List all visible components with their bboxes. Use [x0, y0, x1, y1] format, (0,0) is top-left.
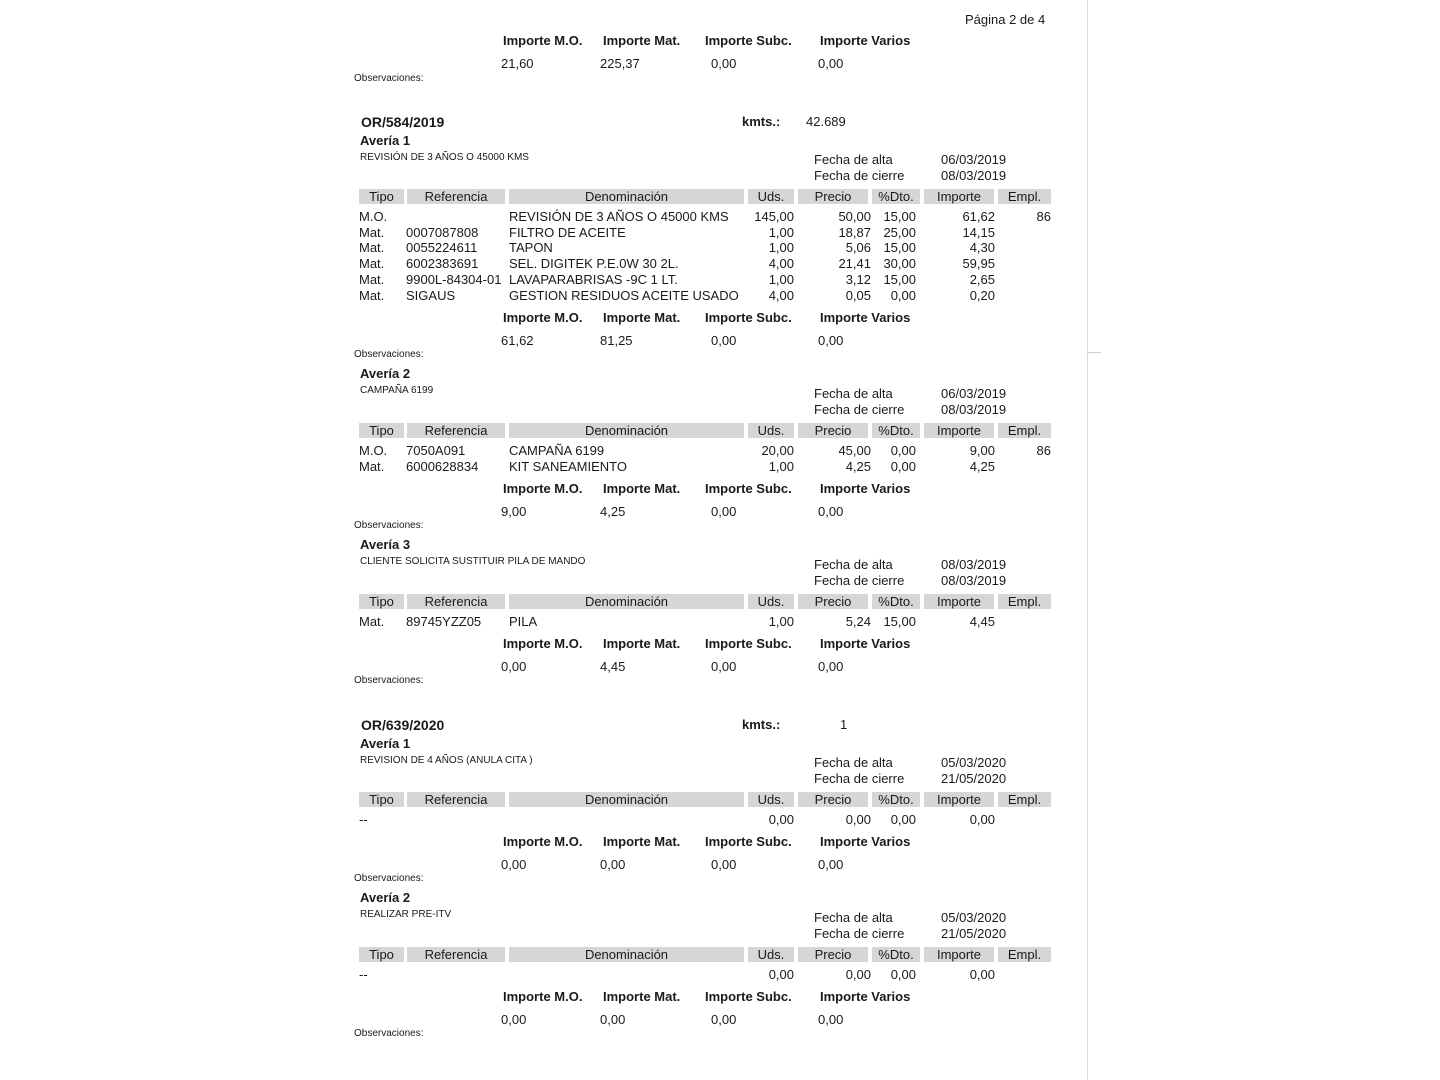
cell-tipo: -- [359, 812, 368, 827]
column-header-denominacion: Denominación [509, 594, 744, 609]
cell-importe: 4,30 [969, 240, 995, 256]
cell-uds: 1,00 [768, 271, 794, 287]
cell-precio: 45,00 [838, 443, 871, 458]
cell-importe: 2,65 [969, 271, 995, 287]
summary-value-subc: 0,00 [711, 56, 737, 71]
cell-importe: 0,00 [969, 812, 995, 827]
cell-denominacion: SEL. DIGITEK P.E.0W 30 2L. [509, 256, 679, 272]
fecha-alta-value: 08/03/2019 [941, 557, 1007, 572]
cell-dto: 0,00 [890, 967, 916, 982]
cell-denominacion: GESTION RESIDUOS ACEITE USADO [509, 287, 739, 303]
cell-dto: 15,00 [883, 271, 916, 287]
cell-importe: 59,95 [962, 256, 995, 272]
averia-description: CAMPAÑA 6199 [360, 385, 434, 396]
column-header-uds: Uds. [748, 423, 794, 438]
summary-value-mat: 4,25 [600, 504, 626, 519]
column-header-referencia: Referencia [407, 189, 505, 204]
summary-header-mo: Importe M.O. [503, 481, 583, 496]
averia-title: Avería 1 [360, 133, 411, 148]
cell-uds: 0,00 [768, 967, 794, 982]
column-header-importe: Importe [924, 594, 994, 609]
cell-dto: 15,00 [883, 209, 916, 224]
cell-dto: 25,00 [883, 224, 916, 240]
averia-description: REALIZAR PRE-ITV [360, 909, 452, 920]
column-header-importe: Importe [924, 947, 994, 962]
averia-description: CLIENTE SOLICITA SUSTITUIR PILA DE MANDO [360, 556, 586, 567]
cell-referencia: SIGAUS [406, 287, 456, 303]
cell-uds: 1,00 [768, 240, 794, 256]
cell-referencia: 7050A091 [406, 443, 466, 458]
page-edge-mark [1087, 352, 1101, 353]
cell-uds: 1,00 [768, 614, 794, 629]
cell-precio: 0,00 [845, 967, 871, 982]
summary-header-mo: Importe M.O. [503, 310, 583, 325]
summary-header-subc: Importe Subc. [705, 636, 792, 651]
summary-value-mo: 0,00 [501, 857, 527, 872]
fecha-alta-value: 06/03/2019 [941, 152, 1007, 167]
column-header-importe: Importe [924, 189, 994, 204]
observaciones-label: Observaciones: [354, 349, 424, 360]
fecha-cierre-label: Fecha de cierre [814, 771, 905, 786]
cell-importe: 0,20 [969, 287, 995, 303]
cell-importe: 0,00 [969, 967, 995, 982]
cell-tipo: Mat. [359, 240, 385, 256]
observaciones-label: Observaciones: [354, 1028, 424, 1039]
summary-value-varios: 0,00 [818, 659, 844, 674]
cell-precio: 5,06 [845, 240, 871, 256]
cell-referencia: 6000628834 [406, 458, 479, 474]
summary-value-subc: 0,00 [711, 333, 737, 348]
column-header-referencia: Referencia [407, 594, 505, 609]
cell-precio: 18,87 [838, 224, 871, 240]
column-header-referencia: Referencia [407, 947, 505, 962]
cell-denominacion: KIT SANEAMIENTO [509, 458, 627, 474]
averia-title: Avería 2 [360, 366, 411, 381]
column-header-referencia: Referencia [407, 792, 505, 807]
summary-header-subc: Importe Subc. [705, 33, 792, 48]
fecha-cierre-value: 21/05/2020 [941, 926, 1007, 941]
column-header-empl: Empl. [998, 594, 1051, 609]
summary-header-mo: Importe M.O. [503, 989, 583, 1004]
summary-header-mat: Importe Mat. [603, 834, 681, 849]
column-header-uds: Uds. [748, 947, 794, 962]
cell-uds: 20,00 [761, 443, 794, 458]
cell-precio: 0,05 [845, 287, 871, 303]
cell-tipo: Mat. [359, 224, 385, 240]
observaciones-label: Observaciones: [354, 675, 424, 686]
column-header-precio: Precio [798, 594, 868, 609]
page-edge [1087, 0, 1088, 1080]
kmts-value: 42.689 [806, 114, 846, 129]
column-header-denominacion: Denominación [509, 947, 744, 962]
fecha-alta-label: Fecha de alta [814, 152, 893, 167]
column-header-uds: Uds. [748, 594, 794, 609]
summary-value-subc: 0,00 [711, 1012, 737, 1027]
cell-uds: 0,00 [768, 812, 794, 827]
summary-value-varios: 0,00 [818, 857, 844, 872]
cell-tipo: Mat. [359, 256, 385, 272]
kmts-value: 1 [840, 717, 848, 732]
fecha-alta-label: Fecha de alta [814, 386, 893, 401]
cell-denominacion: LAVAPARABRISAS -9C 1 LT. [509, 271, 678, 287]
column-header-precio: Precio [798, 792, 868, 807]
fecha-alta-value: 06/03/2019 [941, 386, 1007, 401]
summary-header-varios: Importe Varios [820, 834, 911, 849]
fecha-alta-label: Fecha de alta [814, 755, 893, 770]
column-header-importe: Importe [924, 792, 994, 807]
fecha-cierre-value: 08/03/2019 [941, 573, 1007, 588]
summary-header-varios: Importe Varios [820, 481, 911, 496]
cell-tipo: Mat. [359, 287, 385, 303]
summary-header-subc: Importe Subc. [705, 989, 792, 1004]
fecha-cierre-label: Fecha de cierre [814, 168, 905, 183]
summary-header-mo: Importe M.O. [503, 636, 583, 651]
observaciones-label: Observaciones: [354, 873, 424, 884]
cell-referencia: 9900L-84304-01 [406, 271, 502, 287]
column-header-tipo: Tipo [359, 792, 404, 807]
column-header-precio: Precio [798, 189, 868, 204]
column-header-dto: %Dto. [872, 594, 920, 609]
column-header-dto: %Dto. [872, 423, 920, 438]
summary-value-mo: 0,00 [501, 1012, 527, 1027]
order-code: OR/584/2019 [361, 114, 445, 130]
cell-uds: 4,00 [768, 287, 794, 303]
summary-value-varios: 0,00 [818, 1012, 844, 1027]
summary-header-subc: Importe Subc. [705, 310, 792, 325]
cell-importe: 61,62 [962, 209, 995, 224]
cell-dto: 15,00 [883, 240, 916, 256]
fecha-cierre-value: 21/05/2020 [941, 771, 1007, 786]
cell-referencia: 0055224611 [406, 240, 478, 256]
column-header-empl: Empl. [998, 792, 1051, 807]
cell-precio: 4,25 [845, 458, 871, 474]
summary-value-subc: 0,00 [711, 504, 737, 519]
cell-importe: 9,00 [969, 443, 995, 458]
cell-precio: 3,12 [845, 271, 871, 287]
column-header-uds: Uds. [748, 792, 794, 807]
summary-header-subc: Importe Subc. [705, 481, 792, 496]
fecha-cierre-label: Fecha de cierre [814, 402, 905, 417]
cell-tipo: Mat. [359, 458, 385, 474]
cell-denominacion: FILTRO DE ACEITE [509, 224, 626, 240]
summary-header-mat: Importe Mat. [603, 636, 681, 651]
column-header-denominacion: Denominación [509, 792, 744, 807]
summary-value-mat: 0,00 [600, 857, 626, 872]
summary-value-mat: 225,37 [600, 56, 640, 71]
cell-denominacion: REVISIÓN DE 3 AÑOS O 45000 KMS [509, 209, 729, 224]
column-header-tipo: Tipo [359, 189, 404, 204]
cell-tipo: Mat. [359, 614, 385, 629]
summary-header-varios: Importe Varios [820, 310, 911, 325]
summary-value-mo: 61,62 [501, 333, 534, 348]
summary-value-varios: 0,00 [818, 56, 844, 71]
column-header-referencia: Referencia [407, 423, 505, 438]
fecha-cierre-value: 08/03/2019 [941, 402, 1007, 417]
averia-description: REVISIÓN DE 3 AÑOS O 45000 KMS [360, 152, 529, 163]
kmts-label: kmts.: [742, 717, 781, 732]
column-header-tipo: Tipo [359, 594, 404, 609]
summary-value-mo: 0,00 [501, 659, 527, 674]
page-number: Página 2 de 4 [965, 12, 1046, 27]
observaciones-label: Observaciones: [354, 520, 424, 531]
cell-empl: 86 [1036, 443, 1051, 458]
cell-dto: 30,00 [883, 256, 916, 272]
cell-uds: 1,00 [768, 224, 794, 240]
cell-precio: 0,00 [845, 812, 871, 827]
averia-description: REVISION DE 4 AÑOS (ANULA CITA ) [360, 755, 533, 766]
column-header-empl: Empl. [998, 423, 1051, 438]
summary-value-mat: 0,00 [600, 1012, 626, 1027]
summary-value-varios: 0,00 [818, 333, 844, 348]
summary-header-mat: Importe Mat. [603, 481, 681, 496]
cell-precio: 21,41 [838, 256, 871, 272]
fecha-alta-value: 05/03/2020 [941, 755, 1007, 770]
summary-header-mat: Importe Mat. [603, 989, 681, 1004]
cell-dto: 0,00 [890, 443, 916, 458]
cell-denominacion: PILA [509, 614, 538, 629]
summary-header-subc: Importe Subc. [705, 834, 792, 849]
fecha-alta-label: Fecha de alta [814, 910, 893, 925]
summary-header-mat: Importe Mat. [603, 310, 681, 325]
cell-uds: 1,00 [768, 458, 794, 474]
cell-dto: 15,00 [883, 614, 916, 629]
observaciones-label: Observaciones: [354, 73, 424, 84]
column-header-uds: Uds. [748, 189, 794, 204]
cell-dto: 0,00 [890, 287, 916, 303]
cell-referencia: 6002383691 [406, 256, 479, 272]
column-header-importe: Importe [924, 423, 994, 438]
column-header-dto: %Dto. [872, 189, 920, 204]
cell-tipo: -- [359, 967, 368, 982]
column-header-precio: Precio [798, 423, 868, 438]
fecha-alta-value: 05/03/2020 [941, 910, 1007, 925]
summary-header-mo: Importe M.O. [503, 33, 583, 48]
column-header-tipo: Tipo [359, 423, 404, 438]
summary-value-mo: 21,60 [501, 56, 534, 71]
cell-importe: 14,15 [962, 224, 995, 240]
cell-empl: 86 [1036, 209, 1051, 224]
cell-importe: 4,25 [969, 458, 995, 474]
cell-precio: 50,00 [838, 209, 871, 224]
fecha-alta-label: Fecha de alta [814, 557, 893, 572]
cell-referencia: 0007087808 [406, 224, 479, 240]
cell-tipo: M.O. [359, 209, 388, 224]
order-code: OR/639/2020 [361, 717, 445, 733]
summary-value-subc: 0,00 [711, 857, 737, 872]
column-header-tipo: Tipo [359, 947, 404, 962]
cell-uds: 4,00 [768, 256, 794, 272]
summary-value-mat: 81,25 [600, 333, 633, 348]
column-header-dto: %Dto. [872, 947, 920, 962]
summary-header-varios: Importe Varios [820, 33, 911, 48]
cell-dto: 0,00 [890, 812, 916, 827]
summary-value-subc: 0,00 [711, 659, 737, 674]
cell-tipo: Mat. [359, 271, 385, 287]
summary-header-mo: Importe M.O. [503, 834, 583, 849]
kmts-label: kmts.: [742, 114, 781, 129]
column-header-empl: Empl. [998, 947, 1051, 962]
column-header-denominacion: Denominación [509, 189, 744, 204]
summary-value-varios: 0,00 [818, 504, 844, 519]
cell-dto: 0,00 [890, 458, 916, 474]
cell-precio: 5,24 [845, 614, 871, 629]
averia-title: Avería 1 [360, 736, 411, 751]
column-header-precio: Precio [798, 947, 868, 962]
cell-uds: 145,00 [754, 209, 794, 224]
summary-header-varios: Importe Varios [820, 989, 911, 1004]
cell-importe: 4,45 [969, 614, 995, 629]
column-header-empl: Empl. [998, 189, 1051, 204]
averia-title: Avería 3 [360, 537, 411, 552]
summary-header-mat: Importe Mat. [603, 33, 681, 48]
cell-denominacion: TAPON [509, 240, 553, 256]
cell-denominacion: CAMPAÑA 6199 [509, 443, 605, 458]
cell-referencia: 89745YZZ05 [406, 614, 482, 629]
fecha-cierre-value: 08/03/2019 [941, 168, 1007, 183]
column-header-dto: %Dto. [872, 792, 920, 807]
column-header-denominacion: Denominación [509, 423, 744, 438]
summary-header-varios: Importe Varios [820, 636, 911, 651]
summary-value-mo: 9,00 [501, 504, 527, 519]
fecha-cierre-label: Fecha de cierre [814, 926, 905, 941]
averia-title: Avería 2 [360, 890, 411, 905]
summary-value-mat: 4,45 [600, 659, 626, 674]
cell-tipo: M.O. [359, 443, 388, 458]
fecha-cierre-label: Fecha de cierre [814, 573, 905, 588]
